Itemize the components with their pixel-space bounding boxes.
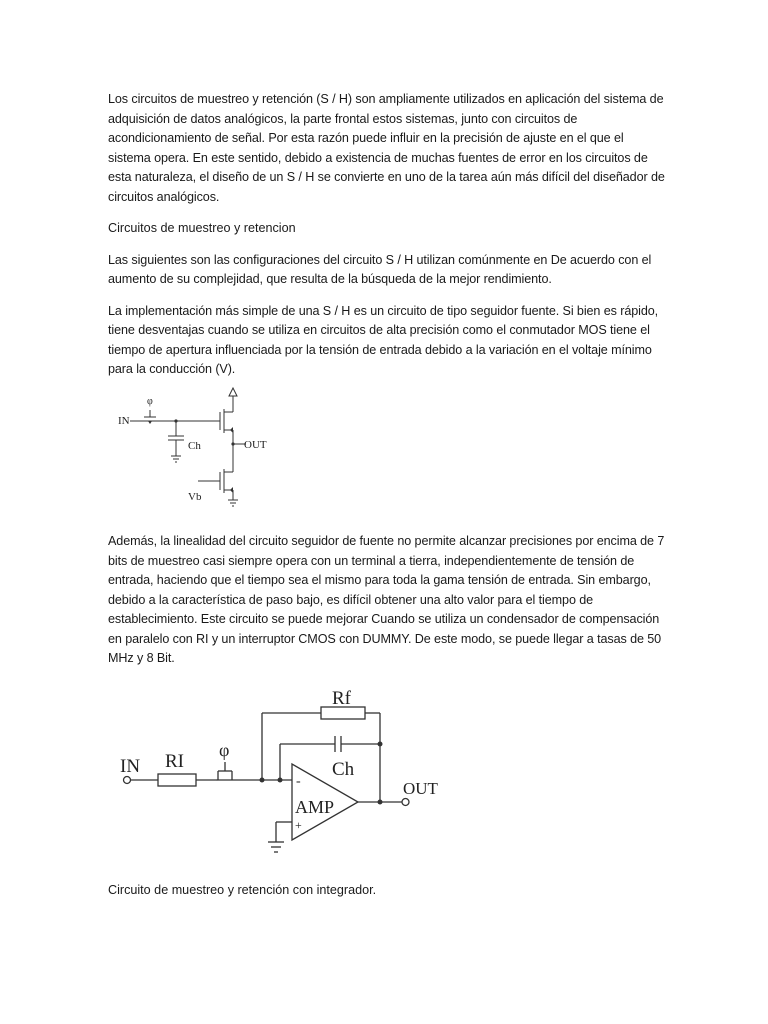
fig2-minus-label: - [296,774,301,789]
source-follower-schematic [108,382,278,512]
document-body [108,90,668,392]
fig2-ch-label: Ch [332,759,355,780]
fig1-ch-label: Ch [188,440,201,452]
fig1-phi-label: φ [147,396,153,407]
paragraph-configurations: Las siguientes son las configuraciones del circuito S / H utilizan comúnmente en De acuerdo con el aumento de su complejidad, que resulta de la búsqueda de la mejor rendimiento. [108,252,652,286]
fig2-plus-label: + [295,818,302,832]
figure-caption: Circuito de muestreo y retención con integrador. [108,883,377,897]
paragraph-source-follower: La implementación más simple de una S / H es un circuito de tipo seguidor fuente. Si bien es rápido, tiene desventajas cuando se utiliza en circuitos de alta precisión como el conmutador MOS tiene el tiempo de apertura influenciada por la tensión de entrada debido a la variación en el voltaje mínimo para la conducción (V). [108,303,659,376]
fig1-vb-label: Vb [188,491,202,503]
fig2-amp-label: AMP [295,797,335,817]
section-heading: Circuitos de muestreo y retencion [108,221,296,235]
fig2-phi-label: φ [219,740,230,760]
fig2-out-label: OUT [403,779,438,798]
fig1-in-label: IN [118,415,130,427]
document-body-continued [108,532,668,681]
fig2-ri-label: RI [165,751,184,772]
paragraph-linearity: Además, la linealidad del circuito seguidor de fuente no permite alcanzar precisiones por encima de 7 bits de muestreo casi siempre opera con un terminal a tierra, independientemente de tensión de entrada, haciendo que el tiempo sea el mismo para toda la gama tensión de entrada. Sin embargo, debido a la característica de paso bajo, es difícil obtener una alto valor para el tiempo de establecimiento. Este circuito se puede mejorar Cuando se utiliza un condensador de compensación en paralelo con RI y un interruptor CMOS con DUMMY. De este modo, se puede llegar a tasas de 50 MHz y 8 Bit. [108,534,665,665]
fig2-in-label: IN [120,756,141,777]
paragraph-intro: Los circuitos de muestreo y retención (S / H) son ampliamente utilizados en aplicación del sistema de adquisición de datos analógicos, la parte frontal estos sistemas, junto con circuitos de acondicionamiento de señal. Por esta razón puede influir en la precisión de ajuste en el que el sistema opera. En este sentido, debido a existencia de muchas fuentes de error en los circuitos de esta naturaleza, el diseño de un S / H se convierte en uno de la tarea aún más difícil del diseñador de circuitos analógicos. [108,92,665,204]
integrator-schematic [110,682,450,862]
fig2-rf-label: Rf [332,688,351,709]
fig1-out-label: OUT [244,439,267,451]
